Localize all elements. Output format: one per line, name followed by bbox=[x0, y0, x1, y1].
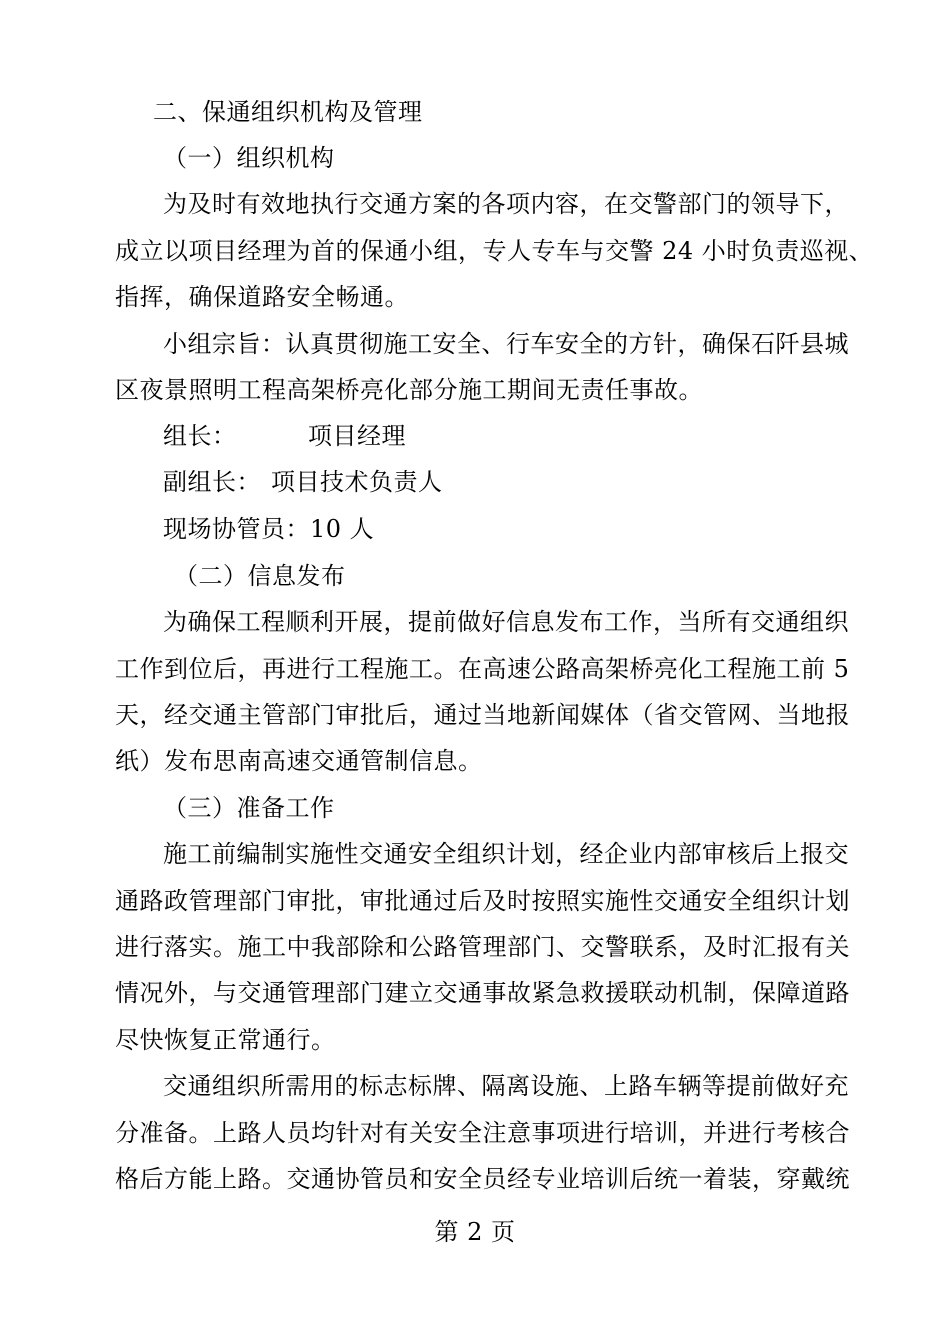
page-number-footer: 第 2 页 bbox=[434, 1218, 516, 1246]
paragraph-line: 交通组织所需用的标志标牌、隔离设施、上路车辆等提前做好充 bbox=[163, 1072, 849, 1100]
paragraph-line: 尽快恢复正常通行。 bbox=[115, 1026, 336, 1054]
paragraph-line: 格后方能上路。交通协管员和安全员经专业培训后统一着装，穿戴统 bbox=[115, 1165, 850, 1193]
paragraph-line: 工作到位后，再进行工程施工。在高速公路高架桥亮化工程施工前 5 bbox=[115, 655, 850, 683]
paragraph-line: 为及时有效地执行交通方案的各项内容，在交警部门的领导下， bbox=[163, 190, 849, 218]
paragraph-line: 为确保工程顺利开展，提前做好信息发布工作，当所有交通组织 bbox=[163, 608, 849, 636]
paragraph-line: 施工前编制实施性交通安全组织计划，经企业内部审核后上报交 bbox=[163, 840, 849, 868]
paragraph-line: 天，经交通主管部门审批后，通过当地新闻媒体（省交管网、当地报 bbox=[115, 701, 850, 729]
paragraph-line: 情况外，与交通管理部门建立交通事故紧急救援联动机制，保障道路 bbox=[115, 979, 850, 1007]
section-heading: 二、保通组织机构及管理 bbox=[153, 98, 423, 126]
role-value-deputy: 项目技术负责人 bbox=[271, 468, 443, 496]
role-value-coordinators: 10 人 bbox=[310, 515, 375, 543]
role-label-coordinators: 现场协管员： bbox=[163, 515, 310, 543]
paragraph-line: 小组宗旨：认真贯彻施工安全、行车安全的方针，确保石阡县城 bbox=[163, 330, 849, 358]
paragraph-line: 纸）发布思南高速交通管制信息。 bbox=[115, 747, 483, 775]
paragraph-line: 区夜景照明工程高架桥亮化部分施工期间无责任事故。 bbox=[115, 376, 703, 404]
subsection-title-info-release: （二）信息发布 bbox=[174, 562, 346, 590]
role-value-leader: 项目经理 bbox=[308, 422, 406, 450]
paragraph-line: 成立以项目经理为首的保通小组，专人专车与交警 24 小时负责巡视、 bbox=[115, 237, 874, 265]
role-label-leader: 组长： bbox=[163, 422, 237, 450]
paragraph-line: 指挥，确保道路安全畅通。 bbox=[115, 283, 409, 311]
paragraph-line: 通路政管理部门审批，审批通过后及时按照实施性交通安全组织计划 bbox=[115, 887, 850, 915]
paragraph-line: 分准备。上路人员均针对有关安全注意事项进行培训，并进行考核合 bbox=[115, 1119, 850, 1147]
paragraph-line: 进行落实。施工中我部除和公路管理部门、交警联系，及时汇报有关 bbox=[115, 933, 850, 961]
subsection-title-preparation: （三）准备工作 bbox=[163, 794, 335, 822]
role-label-deputy: 副组长： bbox=[163, 468, 261, 496]
subsection-title-organization: （一）组织机构 bbox=[163, 144, 335, 172]
